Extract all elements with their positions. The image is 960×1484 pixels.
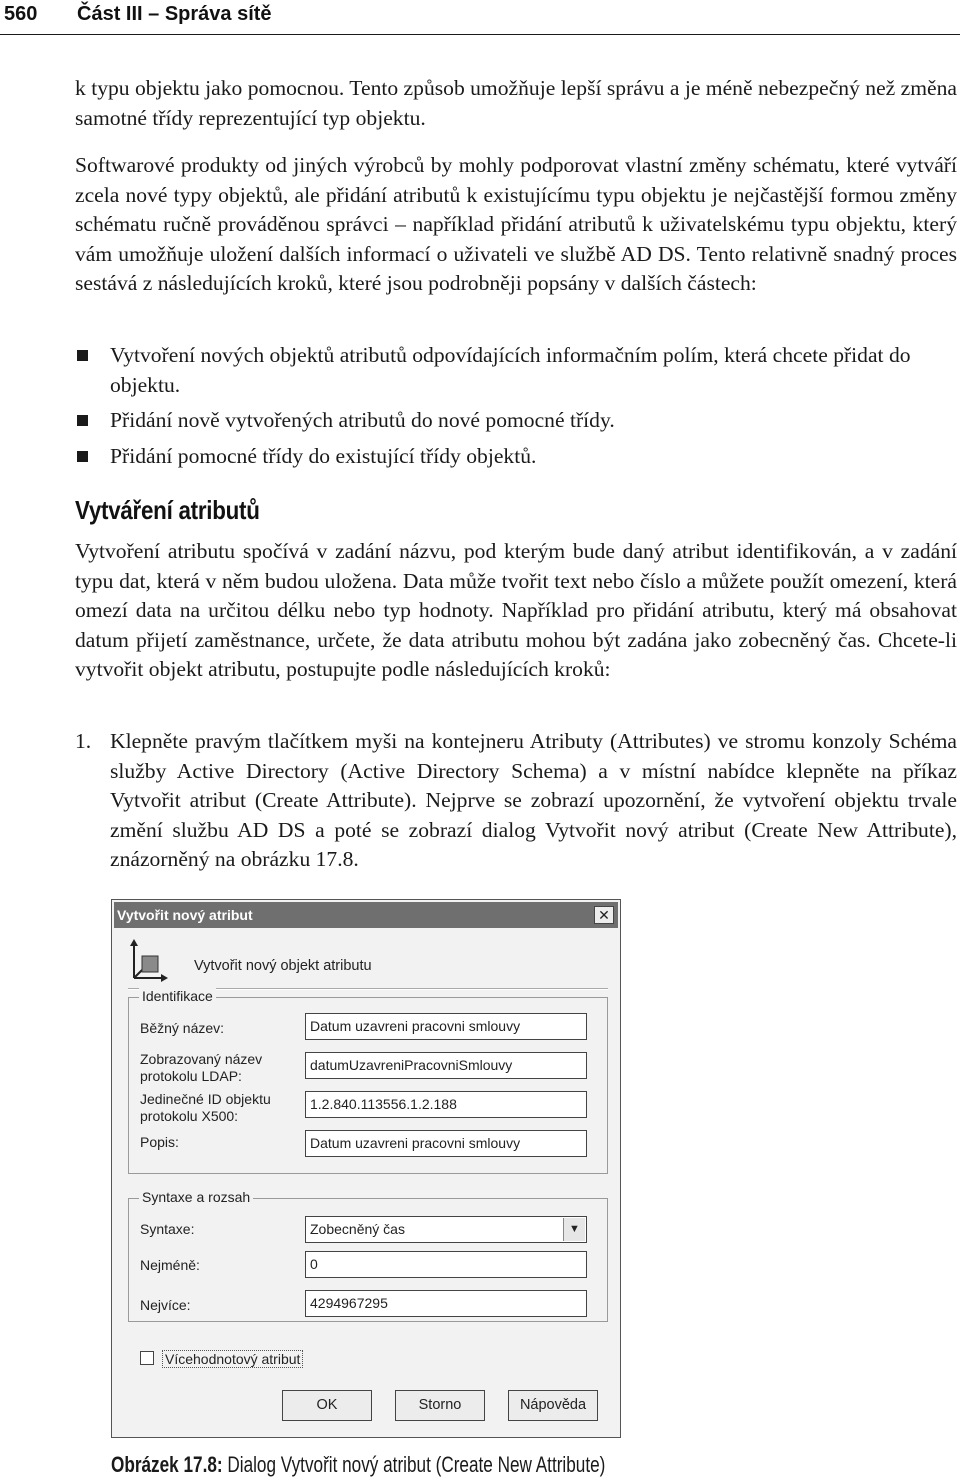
paragraph-3: Vytvoření atributu spočívá v zadání názvu, pod kterým bude daný atribut identifikován, a v zadání typu dat, která v něm budou uložena. Data může tvořit text nebo číslo a můžete použít omezení, která omezí data na určitou délku nebo typ hodnoty. Například pro přidání atributu, který má obsahovat datum přijetí zaměstnance, určete, že data atributu mohou být zadána jako zobecněný čas. Chcete-li vytvořit objekt atributu, postupujte podle následujících kroků: xyxy=(75,539,957,681)
chapter-title: Část III – Správa sítě xyxy=(77,3,272,25)
description-label: Popis: xyxy=(140,1134,179,1150)
min-label: Nejméně: xyxy=(140,1257,200,1273)
syntax-select[interactable] xyxy=(305,1216,587,1243)
section-title: Vytváření atributů xyxy=(75,495,260,525)
list-item: Přidání pomocné třídy do existující třídy objektů. xyxy=(75,442,957,472)
bullet-square-icon xyxy=(77,451,88,462)
step-text: Klepněte pravým tlačítkem myši na kontejneru Atributy (Attributes) ve stromu konzoly Schéma služby Active Directory (Active Directory Schema) a v místní nabídce klepněte na příkaz Vytvořit atribut (Create Attribute). Nejprve se zobrazí upozornění, že vytvoření objektu trvale změní službu AD DS a poté se zobrazí dialog Vytvořit nový atribut (Create New Attribute), znázorněný na obrázku 17.8. xyxy=(110,729,957,871)
close-button[interactable]: ✕ xyxy=(594,906,614,924)
dialog-header-text: Vytvořit nový objekt atributu xyxy=(194,958,372,974)
dialog-titlebar xyxy=(114,902,618,928)
bullet-square-icon xyxy=(77,350,88,361)
common-name-input[interactable]: Datum uzavreni pracovni smlouvy xyxy=(305,1013,587,1040)
ok-button[interactable]: OK xyxy=(282,1390,372,1421)
caption-text: Dialog Vytvořit nový atribut (Create New Attribute) xyxy=(222,1452,606,1477)
ldap-name-input[interactable]: datumUzavreniPracovniSmlouvy xyxy=(305,1052,587,1079)
syntax-selected-value: Zobecněný čas xyxy=(310,1221,405,1237)
bullet-list xyxy=(75,341,957,477)
page-number: 560 xyxy=(4,3,38,25)
syntax-legend: Syntaxe a rozsah xyxy=(139,1189,253,1205)
multivalued-label[interactable]: Vícehodnotový atribut xyxy=(162,1350,303,1368)
caption-label: Obrázek 17.8: xyxy=(111,1452,223,1477)
oid-input[interactable]: 1.2.840.113556.1.2.188 xyxy=(305,1091,587,1118)
create-attribute-dialog xyxy=(111,899,621,1438)
attribute-icon xyxy=(128,938,168,982)
max-input[interactable]: 4294967295 xyxy=(305,1290,587,1317)
description-input[interactable]: Datum uzavreni pracovni smlouvy xyxy=(305,1130,587,1157)
dialog-title: Vytvořit nový atribut xyxy=(117,907,253,923)
help-button[interactable]: Nápověda xyxy=(508,1390,598,1421)
multivalued-checkbox[interactable] xyxy=(140,1351,154,1365)
max-label: Nejvíce: xyxy=(140,1297,191,1313)
numbered-step xyxy=(75,727,957,875)
dropdown-arrow-icon[interactable]: ▼ xyxy=(563,1218,585,1241)
list-item: Přidání nově vytvořených atributů do nové pomocné třídy. xyxy=(75,406,957,436)
step-number: 1. xyxy=(75,729,92,753)
paragraph-2: Softwarové produkty od jiných výrobců by mohly podporovat vlastní změny schématu, které vytváří zcela nové typy objektů, ale přidání atributů k existujícímu typu objektu je nejčastější formou změny schématu ručně prováděnou správci – například přidání atributů k uživatelskému typu objektu, který vám umožňuje uložení dalších informací o uživateli ve službě AD DS. Tento relativně snadný proces sestává z následujících kroků, které jsou podrobněji popsány v dalších částech: xyxy=(75,153,957,295)
paragraph-1: k typu objektu jako pomocnou. Tento způsob umožňuje lepší správu a je méně nebezpečný než změna samotné třídy reprezentující typ objektu. xyxy=(75,76,957,130)
cancel-button[interactable]: Storno xyxy=(395,1390,485,1421)
bullet-square-icon xyxy=(77,415,88,426)
ldap-name-label: Zobrazovaný název protokolu LDAP: xyxy=(140,1051,263,1084)
common-name-label: Běžný název: xyxy=(140,1020,225,1036)
identification-legend: Identifikace xyxy=(139,988,216,1004)
running-header xyxy=(0,0,960,35)
min-input[interactable]: 0 xyxy=(305,1251,587,1278)
oid-label: Jedinečné ID objektu protokolu X500: xyxy=(140,1091,271,1124)
figure-caption xyxy=(111,1452,605,1478)
list-item: Vytvoření nových objektů atributů odpovídajících informačním polím, která chcete přidat do objektu. xyxy=(75,341,957,400)
syntax-label: Syntaxe: xyxy=(140,1221,195,1237)
